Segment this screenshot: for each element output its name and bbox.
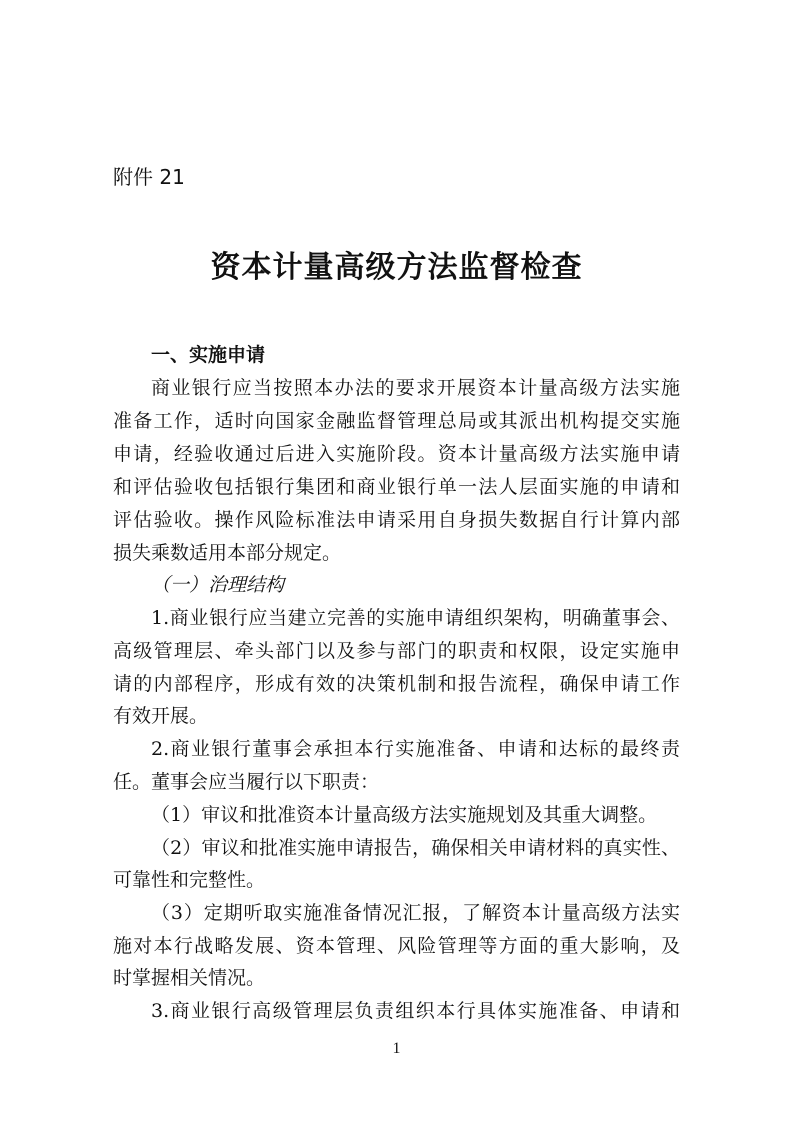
paragraph-line: 任。董事会应当履行以下职责： bbox=[113, 771, 380, 793]
paragraph-line: 评估验收。操作风险标准法申请采用自身损失数据自行计算内部 bbox=[113, 509, 680, 531]
paragraph-line: 请的内部程序，形成有效的决策机制和报告流程，确保申请工作 bbox=[113, 673, 680, 695]
section-heading-implementation-application: 一、实施申请 bbox=[151, 344, 266, 366]
paragraph-line: 申请，经验收通过后进入实施阶段。资本计量高级方法实施申请 bbox=[113, 443, 680, 465]
paragraph-line: 2.商业银行董事会承担本行实施准备、申请和达标的最终责 bbox=[151, 738, 680, 760]
paragraph-line: 1.商业银行应当建立完善的实施申请组织架构，明确董事会、 bbox=[151, 607, 680, 629]
list-item-line: 时掌握相关情况。 bbox=[113, 967, 266, 989]
subsection-heading-governance: （一）治理结构 bbox=[151, 574, 285, 596]
list-item-line: （2）审议和批准实施申请报告，确保相关申请材料的真实性、 bbox=[151, 837, 680, 859]
paragraph-line: 损失乘数适用本部分规定。 bbox=[113, 542, 342, 564]
list-item-line: （1）审议和批准资本计量高级方法实施规划及其重大调整。 bbox=[151, 804, 658, 826]
paragraph-line: 准备工作，适时向国家金融监督管理总局或其派出机构提交实施 bbox=[113, 410, 680, 432]
list-item-line: 施对本行战略发展、资本管理、风险管理等方面的重大影响，及 bbox=[113, 935, 680, 957]
paragraph-line: 有效开展。 bbox=[113, 705, 209, 727]
document-title: 资本计量高级方法监督检查 bbox=[210, 250, 583, 285]
paragraph-line: 和评估验收包括银行集团和商业银行单一法人层面实施的申请和 bbox=[113, 476, 680, 498]
paragraph-line: 高级管理层、牵头部门以及参与部门的职责和权限，设定实施申 bbox=[113, 640, 680, 662]
list-item-line: 可靠性和完整性。 bbox=[113, 869, 266, 891]
paragraph-line: 商业银行应当按照本办法的要求开展资本计量高级方法实施 bbox=[151, 377, 680, 399]
attachment-label: 附件 21 bbox=[113, 165, 185, 189]
paragraph-line: 3.商业银行高级管理层负责组织本行具体实施准备、申请和 bbox=[151, 1000, 680, 1022]
list-item-line: （3）定期听取实施准备情况汇报，了解资本计量高级方法实 bbox=[151, 902, 680, 924]
page-number: 1 bbox=[392, 1040, 401, 1057]
